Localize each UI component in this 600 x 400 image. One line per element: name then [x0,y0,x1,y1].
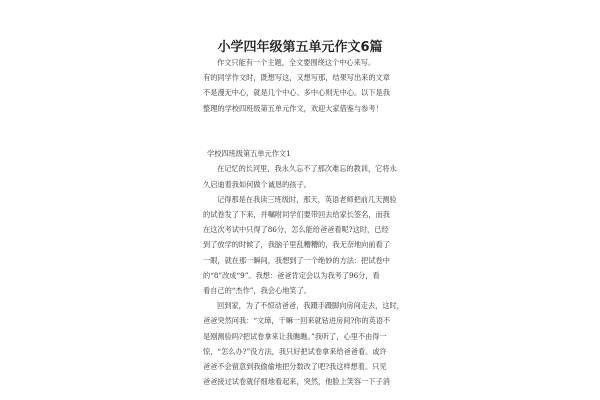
essay-line: 回到家，为了不惊动爸爸，我蹑手蹑脚向房间走去，这时， [217,301,404,311]
document-body [203,55,403,389]
essay-line: 的试卷发了下来，并嘱咐同学们要带回去给家长签名，而我 [203,210,390,219]
intro-line: 不是漫无中心，就是几个中心、多中心则无中心。以下是我 [203,88,390,98]
essay-line: 爸爸不会留意到我偷偷地把分数改了吧?我这样想着。只见 [203,362,387,372]
section-heading: 学校四班级第五单元作文1 [207,149,291,159]
essay-line: 爸爸突然问我：“文璋，干嘛一回来就钻进房间?你的英语不 [203,316,391,326]
essay-line: 是刚测验吗?把试卷拿来让我瞧瞧。”我听了，心里不由得一 [203,331,387,341]
spacer [203,116,403,131]
intro-line: 作文只能有一个主题，全文要围绕这个中心来写。 [217,58,376,67]
essay-line: 一眼，就在那一瞬间，我想到了一个绝妙的方法：把试卷中 [203,255,390,265]
essay-line: 记得那是在我读三班级时，那天，英语老师把前几天测验 [217,194,397,204]
essay-line: 看自己的“杰作”，我会心地笑了。 [203,286,311,296]
essay-line: 到了放学的时候了，我脑子里乱糟糟的，我无奈地向前看了 [203,240,390,250]
essay-line: 惊，“怎么办?”没方法，我只好把试卷拿来给爸爸看。或许 [203,346,387,356]
essay-block [203,161,403,389]
spacer [203,131,403,146]
intro-line: 有的同学作文时，既想写这，又想写那，结果写出来的文章 [203,73,390,83]
essay-line: 的“8”改成“9”。我想：爸爸肯定会以为我考了96分，看 [203,270,380,280]
essay-line: 在这次考试中只得了86分，怎么能给爸爸看呢?这时，已经 [203,225,389,235]
document-title: 小学四年级第五单元作文6篇 [217,40,383,55]
essay-line: 久启迪着我如何做个诚恳的孩子。 [203,179,311,189]
essay-line: 爸爸接过试卷就仔细地看起来，突然，他脸上笑容一下子消 [203,377,390,387]
intro-block [203,55,403,116]
essay-line: 在记忆的长河里，我永久忘不了那次难忘的教训，它将永 [217,164,397,174]
intro-line: 整理的学校四班级第五单元作文，欢迎大家借鉴与参考！ [203,103,383,113]
